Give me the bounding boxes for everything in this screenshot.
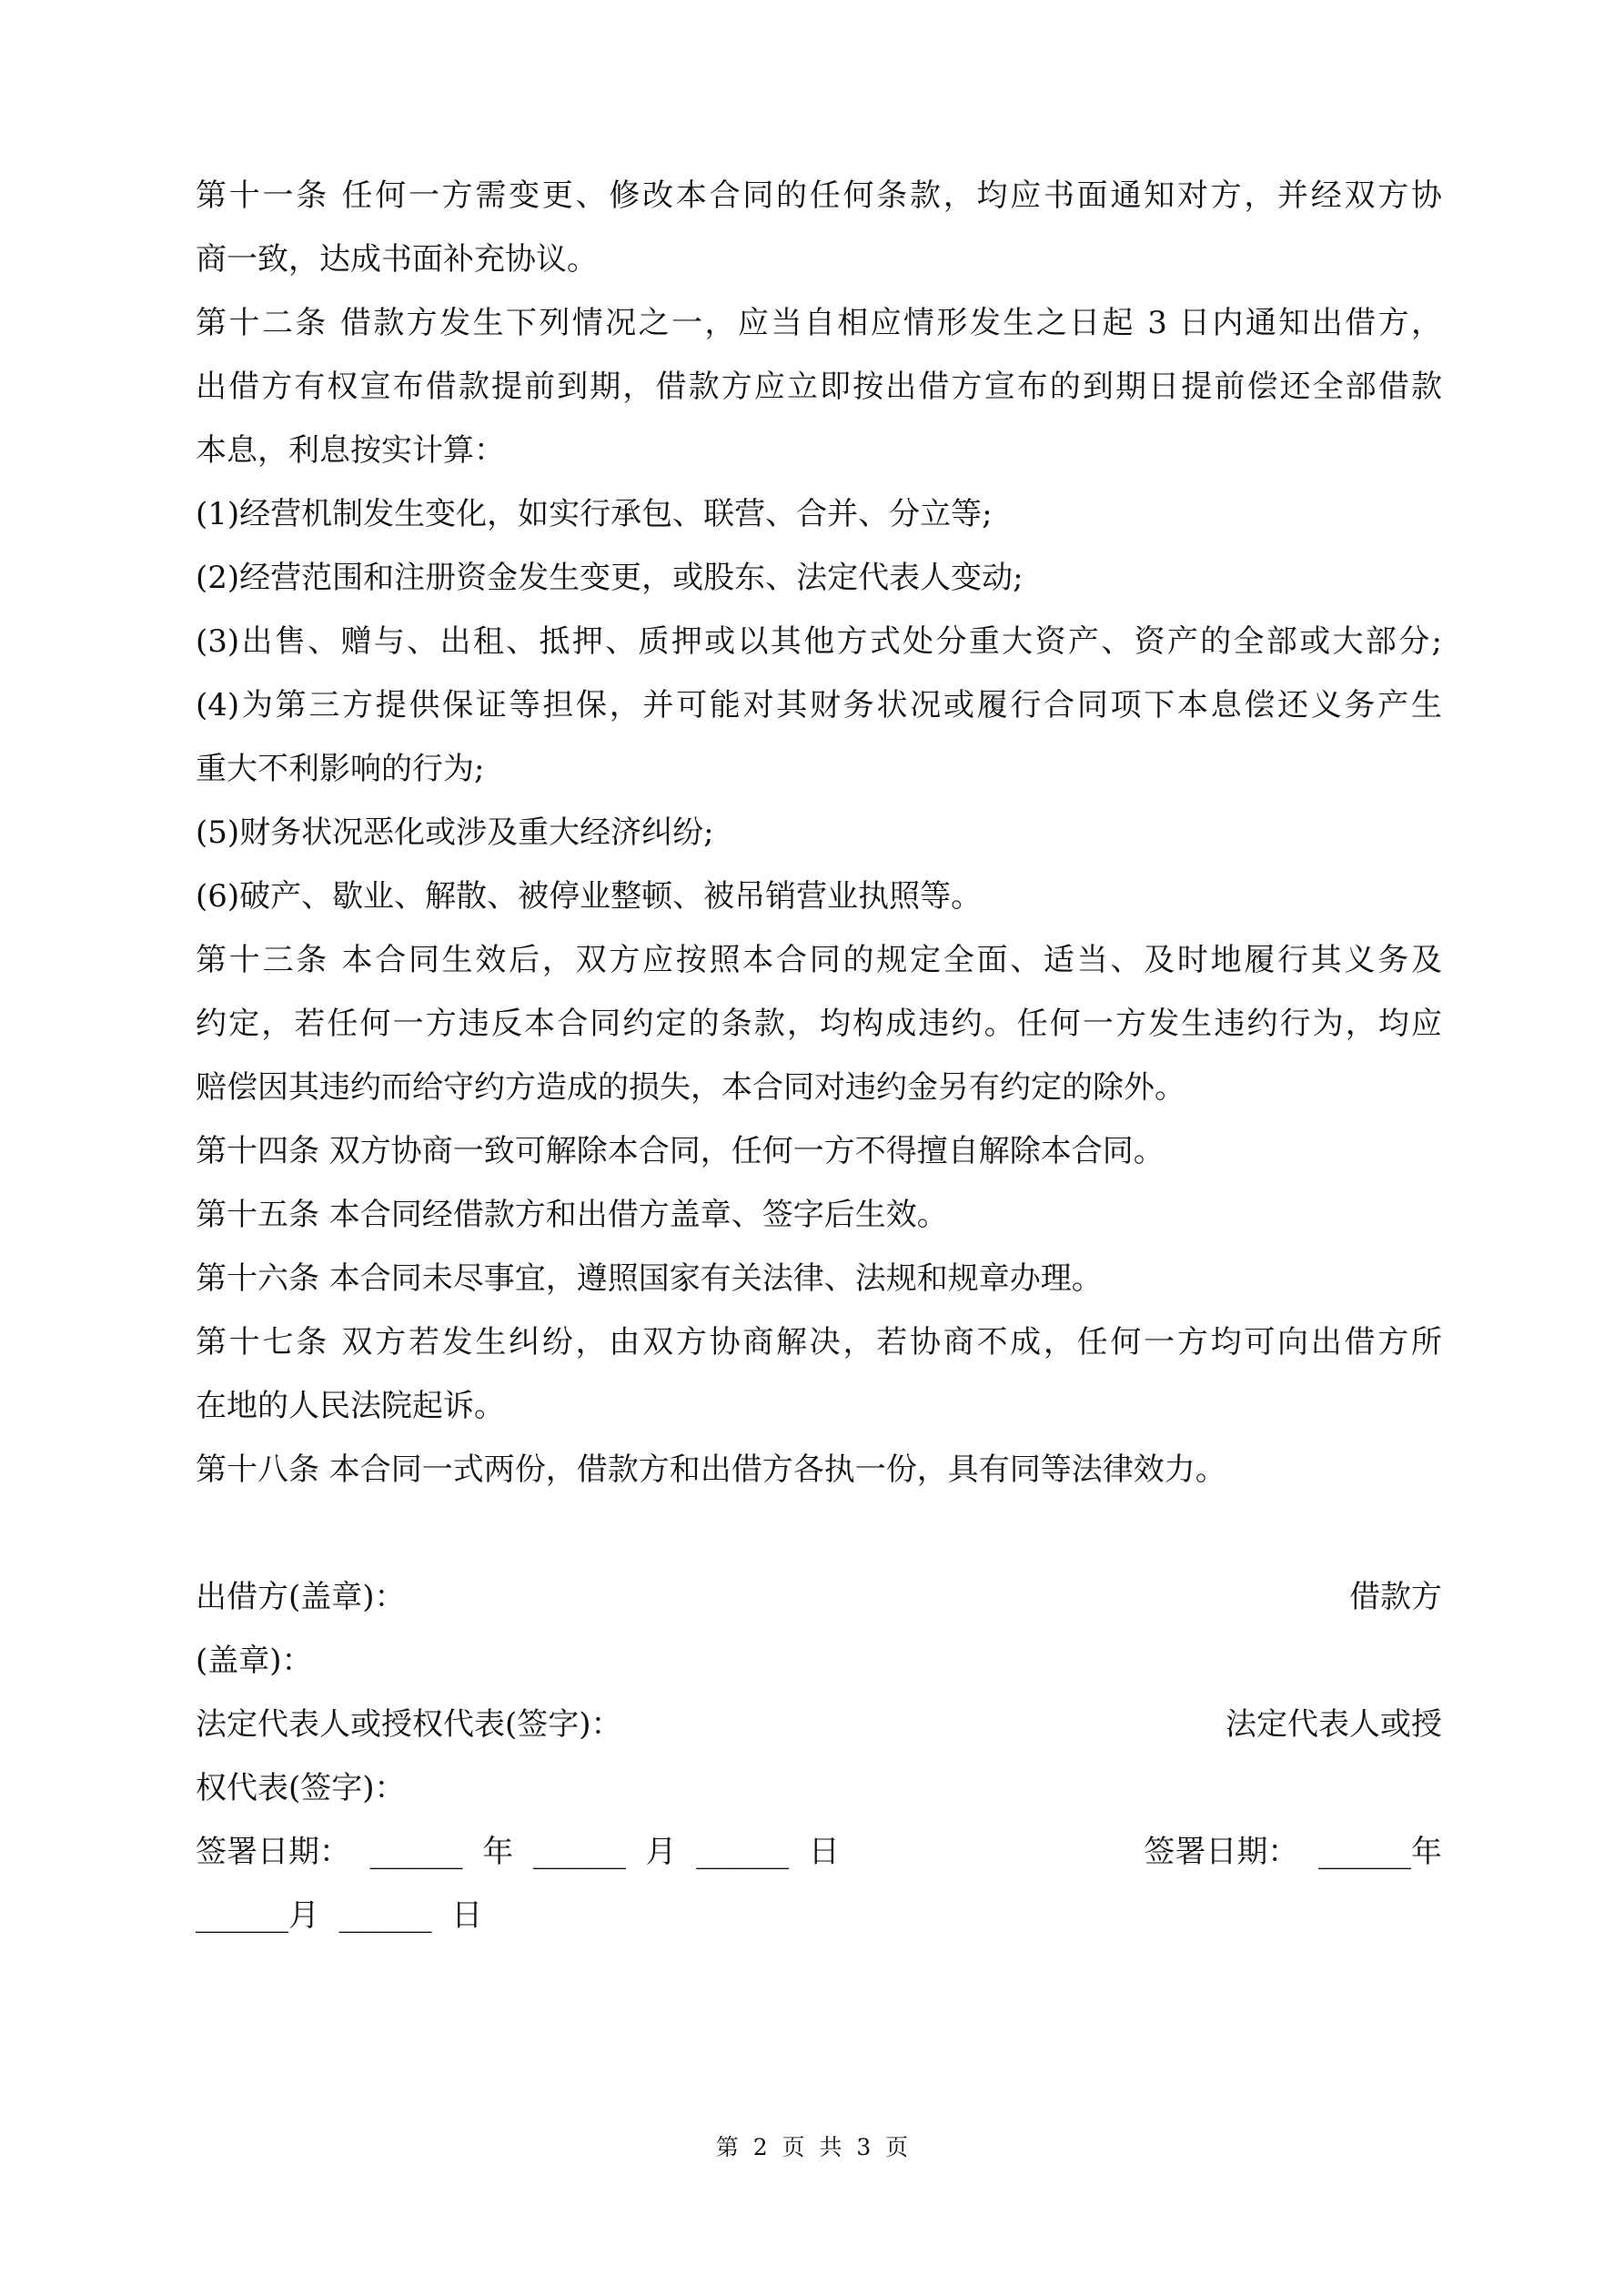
- clause-12-item-4-line-2: 重大不利影响的行为;: [196, 751, 485, 787]
- lender-signing-date: 签署日期： ______ 年 ______ 月 ______ 日: [196, 1834, 840, 1870]
- clause-17-line-1: 第十七条 双方若发生纠纷，由双方协商解决，若协商不成，任何一方均可向出借方所: [196, 1324, 1442, 1360]
- borrower-seal-label-end: (盖章)：: [196, 1643, 313, 1679]
- seal-row: [196, 1565, 1442, 1629]
- clause-14: 第十四条 双方协商一致可解除本合同，任何一方不得擅自解除本合同。: [196, 1133, 1165, 1169]
- clause-13-line-3: 赔偿因其违约而给守约方造成的损失，本合同对违约金另有约定的除外。: [196, 1069, 1185, 1106]
- clause-18: 第十八条 本合同一式两份，借款方和出借方各执一份，具有同等法律效力。: [196, 1451, 1226, 1488]
- clause-16: 第十六条 本合同未尽事宜，遵照国家有关法律、法规和规章办理。: [196, 1260, 1103, 1297]
- clause-11-line-2: 商一致，达成书面补充协议。: [196, 241, 598, 278]
- representative-row: [196, 1693, 1442, 1756]
- clause-12-item-5: (5)财务状况恶化或涉及重大经济纠纷;: [196, 814, 714, 851]
- borrower-seal-label-start: 借款方: [1349, 1579, 1442, 1615]
- borrower-signing-date-end-text: ______月 ______ 日: [196, 1897, 483, 1934]
- clause-12-item-4-line-1: (4)为第三方提供保证等担保，并可能对其财务状况或履行合同项下本息偿还义务产生: [196, 687, 1442, 723]
- date-row: [196, 1820, 1442, 1884]
- clause-12-item-1: (1)经营机制发生变化，如实行承包、联营、合并、分立等;: [196, 496, 993, 532]
- lender-representative-label: 法定代表人或授权代表(签字)：: [196, 1706, 622, 1743]
- borrower-representative-label-start: 法定代表人或授: [1226, 1706, 1442, 1743]
- borrower-signing-date-end: [196, 1884, 1442, 1947]
- clause-15: 第十五条 本合同经借款方和出借方盖章、签字后生效。: [196, 1197, 948, 1233]
- clause-12-item-2: (2)经营范围和注册资金发生变更，或股东、法定代表人变动;: [196, 560, 1024, 596]
- clause-17-line-2: 在地的人民法院起诉。: [196, 1388, 505, 1424]
- clause-12-line-3: 本息，利息按实计算：: [196, 432, 505, 469]
- lender-seal-label: 出借方(盖章)：: [196, 1579, 406, 1615]
- borrower-representative-label-end: 权代表(签字)：: [196, 1770, 406, 1806]
- borrower-signing-date-start: 签署日期： ______年: [1144, 1834, 1442, 1870]
- clause-12-item-3: (3)出售、赠与、出租、抵押、质押或以其他方式处分重大资产、资产的全部或大部分;: [196, 623, 1442, 660]
- clause-11-line-1: 第十一条 任何一方需变更、修改本合同的任何条款，均应书面通知对方，并经双方协: [196, 177, 1442, 214]
- clause-12-line-1: 第十二条 借款方发生下列情况之一，应当自相应情形发生之日起 3 日内通知出借方，: [196, 305, 1442, 341]
- clause-13-line-1: 第十三条 本合同生效后，双方应按照本合同的规定全面、适当、及时地履行其义务及: [196, 942, 1442, 978]
- clause-12-line-2: 出借方有权宣布借款提前到期，借款方应立即按出借方宣布的到期日提前偿还全部借款: [196, 369, 1442, 405]
- page-footer: 第 2 页 共 3 页: [715, 2134, 909, 2160]
- clause-13-line-2: 约定，若任何一方违反本合同约定的条款，均构成违约。任何一方发生违约行为，均应: [196, 1006, 1442, 1042]
- clause-12-item-6: (6)破产、歇业、解散、被停业整顿、被吊销营业执照等。: [196, 878, 983, 915]
